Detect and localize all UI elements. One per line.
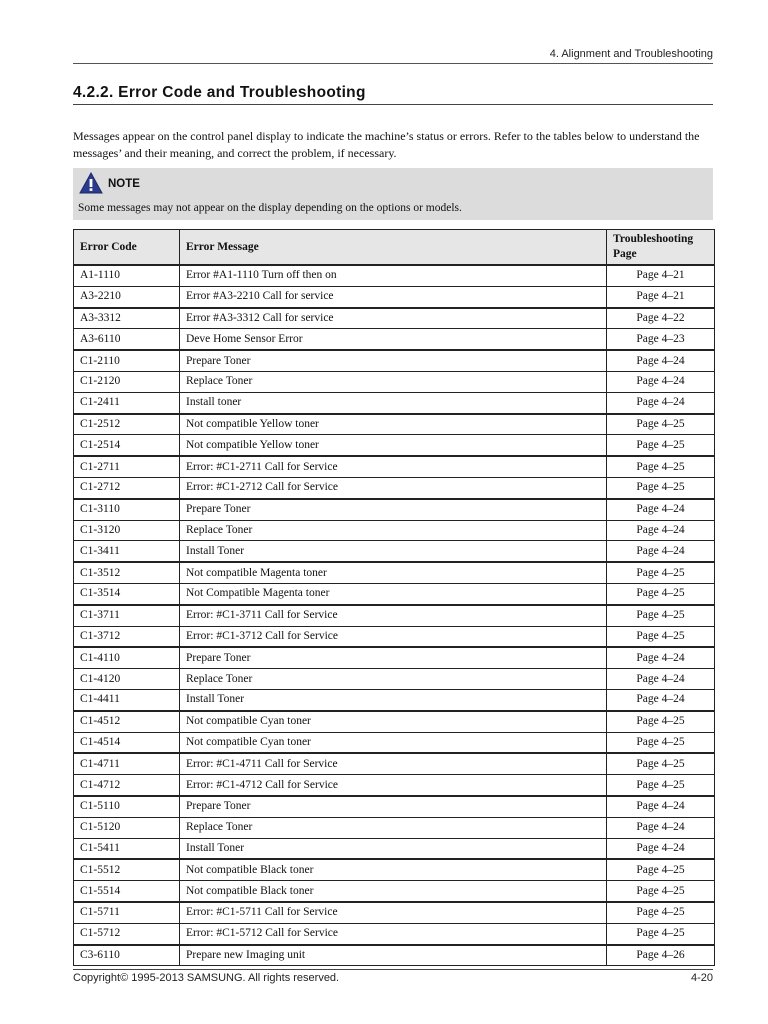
table-row [74,753,715,774]
intro-paragraph: Messages appear on the control panel display to indicate the machine’s status or errors. Refer to the tables below to understand the messages’ and their meaning, and correct the problem, if necessary. [73,129,700,160]
cell-troubleshooting-page: Page 4–24 [607,689,715,710]
table-row [74,669,715,690]
header-divider [73,63,713,64]
cell-error-code: C1-2120 [74,371,180,392]
cell-error-code: C1-4120 [74,669,180,690]
cell-error-code: C1-5411 [74,838,180,859]
cell-error-message: Not compatible Black toner [180,859,607,880]
table-row [74,902,715,923]
cell-error-code: C1-5512 [74,859,180,880]
table-row [74,456,715,477]
note-text: Some messages may not appear on the display depending on the options or models. [78,202,462,214]
table-row [74,796,715,817]
cell-troubleshooting-page: Page 4–21 [607,286,715,307]
cell-error-message: Replace Toner [180,520,607,541]
cell-error-message: Not compatible Magenta toner [180,562,607,583]
cell-troubleshooting-page: Page 4–25 [607,562,715,583]
cell-troubleshooting-page: Page 4–24 [607,796,715,817]
table-row [74,392,715,413]
cell-error-message: Prepare Toner [180,647,607,668]
table-row [74,541,715,562]
table-row [74,520,715,541]
table-row [74,626,715,647]
cell-error-message: Error: #C1-2711 Call for Service [180,456,607,477]
cell-troubleshooting-page: Page 4–25 [607,435,715,456]
cell-error-message: Replace Toner [180,669,607,690]
cell-troubleshooting-page: Page 4–24 [607,669,715,690]
cell-error-message: Error #A3-2210 Call for service [180,286,607,307]
cell-error-code: C1-4110 [74,647,180,668]
cell-error-code: C1-3512 [74,562,180,583]
cell-troubleshooting-page: Page 4–25 [607,753,715,774]
cell-error-code: A3-6110 [74,329,180,350]
cell-error-code: C1-2512 [74,414,180,435]
table-row [74,414,715,435]
cell-error-message: Prepare Toner [180,499,607,520]
footer-copyright: Copyright© 1995-2013 SAMSUNG. All rights reserved. [73,972,340,984]
cell-error-message: Not compatible Cyan toner [180,732,607,753]
warning-triangle-icon [79,172,103,194]
cell-error-code: C1-4512 [74,711,180,732]
cell-error-code: C1-3411 [74,541,180,562]
cell-troubleshooting-page: Page 4–25 [607,923,715,944]
table-row [74,308,715,329]
cell-error-code: C3-6110 [74,945,180,966]
table-row [74,859,715,880]
cell-troubleshooting-page: Page 4–24 [607,647,715,668]
table-row [74,435,715,456]
footer-divider [73,969,713,970]
cell-troubleshooting-page: Page 4–26 [607,945,715,966]
title-divider [73,104,713,105]
table-row [74,817,715,838]
table-body [74,265,715,966]
table-row [74,775,715,796]
cell-error-code: C1-4711 [74,753,180,774]
cell-troubleshooting-page: Page 4–24 [607,817,715,838]
cell-error-message: Error: #C1-3711 Call for Service [180,605,607,626]
cell-troubleshooting-page: Page 4–25 [607,626,715,647]
table-row [74,945,715,966]
cell-error-message: Error: #C1-4711 Call for Service [180,753,607,774]
cell-troubleshooting-page: Page 4–25 [607,583,715,604]
column-header-troubleshooting-page: Troubleshooting Page [607,230,715,266]
table-row [74,265,715,286]
table-row [74,562,715,583]
cell-troubleshooting-page: Page 4–25 [607,881,715,902]
error-code-table [73,229,715,966]
cell-troubleshooting-page: Page 4–24 [607,350,715,371]
cell-error-message: Install Toner [180,838,607,859]
cell-error-message: Install Toner [180,541,607,562]
cell-error-code: C1-3514 [74,583,180,604]
cell-troubleshooting-page: Page 4–24 [607,520,715,541]
cell-troubleshooting-page: Page 4–25 [607,605,715,626]
cell-error-message: Replace Toner [180,371,607,392]
table-row [74,583,715,604]
cell-error-message: Error: #C1-4712 Call for Service [180,775,607,796]
cell-error-code: C1-5514 [74,881,180,902]
running-header: 4. Alignment and Troubleshooting [549,48,713,60]
cell-troubleshooting-page: Page 4–24 [607,499,715,520]
cell-error-code: A3-3312 [74,308,180,329]
note-label: NOTE [108,178,140,190]
cell-error-message: Install toner [180,392,607,413]
note-box [73,168,713,220]
cell-error-code: C1-2110 [74,350,180,371]
column-header-error-code: Error Code [74,230,180,266]
cell-troubleshooting-page: Page 4–25 [607,711,715,732]
cell-error-message: Deve Home Sensor Error [180,329,607,350]
cell-error-code: C1-3711 [74,605,180,626]
cell-error-message: Prepare Toner [180,350,607,371]
cell-error-message: Prepare new Imaging unit [180,945,607,966]
cell-troubleshooting-page: Page 4–25 [607,859,715,880]
table-row [74,371,715,392]
cell-troubleshooting-page: Page 4–24 [607,371,715,392]
cell-error-code: C1-2711 [74,456,180,477]
cell-error-message: Error: #C1-2712 Call for Service [180,477,607,498]
table-row [74,477,715,498]
cell-error-code: C1-2514 [74,435,180,456]
cell-error-message: Not compatible Yellow toner [180,414,607,435]
cell-error-code: C1-3712 [74,626,180,647]
cell-error-message: Not compatible Black toner [180,881,607,902]
cell-troubleshooting-page: Page 4–24 [607,838,715,859]
cell-error-code: C1-4514 [74,732,180,753]
cell-error-code: A3-2210 [74,286,180,307]
cell-troubleshooting-page: Page 4–24 [607,541,715,562]
cell-error-code: C1-3110 [74,499,180,520]
cell-error-code: C1-4411 [74,689,180,710]
cell-error-message: Error: #C1-5711 Call for Service [180,902,607,923]
table-row [74,286,715,307]
cell-error-message: Error #A1-1110 Turn off then on [180,265,607,286]
table-row [74,350,715,371]
cell-troubleshooting-page: Page 4–24 [607,392,715,413]
cell-error-message: Replace Toner [180,817,607,838]
cell-error-code: C1-5712 [74,923,180,944]
footer-page-number: 4-20 [690,972,713,984]
cell-error-message: Install Toner [180,689,607,710]
cell-troubleshooting-page: Page 4–25 [607,775,715,796]
cell-troubleshooting-page: Page 4–25 [607,477,715,498]
cell-error-message: Not compatible Yellow toner [180,435,607,456]
cell-troubleshooting-page: Page 4–25 [607,414,715,435]
cell-troubleshooting-page: Page 4–22 [607,308,715,329]
table-header-row [74,230,715,266]
cell-error-message: Prepare Toner [180,796,607,817]
cell-error-code: A1-1110 [74,265,180,286]
table-row [74,499,715,520]
table-row [74,605,715,626]
cell-error-message: Error: #C1-5712 Call for Service [180,923,607,944]
cell-troubleshooting-page: Page 4–25 [607,902,715,923]
cell-troubleshooting-page: Page 4–25 [607,456,715,477]
cell-troubleshooting-page: Page 4–21 [607,265,715,286]
table-row [74,881,715,902]
table-row [74,923,715,944]
column-header-error-message: Error Message [180,230,607,266]
table-row [74,647,715,668]
table-row [74,732,715,753]
cell-error-code: C1-2411 [74,392,180,413]
table-row [74,689,715,710]
cell-troubleshooting-page: Page 4–23 [607,329,715,350]
section-title: 4.2.2. Error Code and Troubleshooting [73,84,366,101]
cell-error-message: Error: #C1-3712 Call for Service [180,626,607,647]
cell-error-code: C1-3120 [74,520,180,541]
table-row [74,838,715,859]
cell-error-code: C1-5110 [74,796,180,817]
cell-error-code: C1-5711 [74,902,180,923]
cell-error-code: C1-5120 [74,817,180,838]
cell-error-message: Not compatible Cyan toner [180,711,607,732]
cell-troubleshooting-page: Page 4–25 [607,732,715,753]
cell-error-message: Not Compatible Magenta toner [180,583,607,604]
cell-error-code: C1-2712 [74,477,180,498]
cell-error-code: C1-4712 [74,775,180,796]
table-row [74,329,715,350]
table-row [74,711,715,732]
cell-error-message: Error #A3-3312 Call for service [180,308,607,329]
